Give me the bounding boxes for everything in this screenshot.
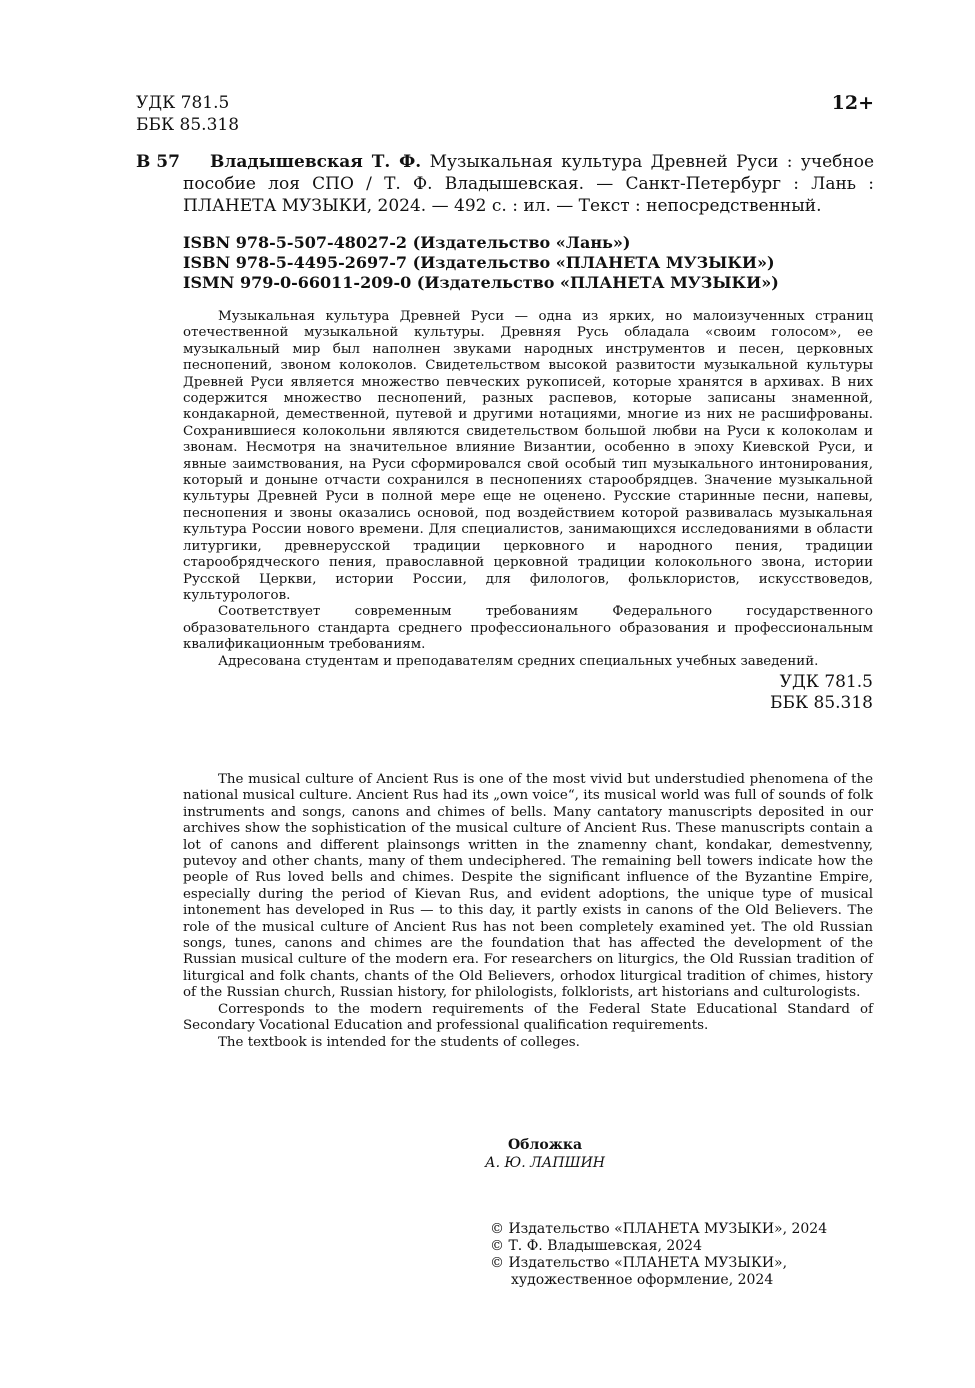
- isbn-lan: ISBN 978-5-507-48027-2 (Издательство «Лань»): [183, 233, 631, 252]
- annotation-paragraph: Corresponds to the modern requirements of the Federal State Educational Standard of Secondary Vocational Education and professional qualification requirements.: [183, 1001, 873, 1034]
- annotation-udk: УДК 781.5: [779, 671, 873, 692]
- classification-block: [136, 92, 239, 136]
- title-details: Музыкальная культура Древней Руси : учебное пособие лоя СПО / Т. Ф. Владышевская. — Санкт-Петербург : Лань : ПЛАНЕТА МУЗЫКИ, 2024. — 492 с. : ил. — Текст : непосредственный.: [183, 152, 875, 216]
- cover-designer: А. Ю. ЛАПШИН: [485, 1155, 605, 1171]
- annotation-bbk: ББК 85.318: [769, 692, 873, 713]
- udk-code: УДК 781.5: [136, 93, 230, 113]
- age-rating: 12+: [831, 92, 874, 114]
- copyright-line: художественное оформление, 2024: [511, 1272, 774, 1288]
- annotation-classification: [183, 672, 873, 714]
- bibliographic-description: [183, 151, 874, 217]
- bbk-code: ББК 85.318: [136, 115, 240, 135]
- cover-credit: [0, 1136, 975, 1172]
- annotation-russian: [183, 309, 873, 714]
- author-code: В 57: [136, 152, 180, 172]
- copyright-line: © Издательство «ПЛАНЕТА МУЗЫКИ»,: [490, 1255, 788, 1271]
- ismn-planeta: ISMN 979-0-66011-209-0 (Издательство «ПЛАНЕТА МУЗЫКИ»): [183, 273, 779, 292]
- copyright-block: [490, 1221, 827, 1289]
- annotation-english: [183, 772, 873, 1051]
- bibliographic-record: [136, 151, 874, 217]
- isbn-planeta: ISBN 978-5-4495-2697-7 (Издательство «ПЛАНЕТА МУЗЫКИ»): [183, 253, 775, 272]
- copyright-line: © Т. Ф. Владышевская, 2024: [490, 1238, 702, 1254]
- annotation-paragraph: The musical culture of Ancient Rus is one of the most vivid but understudied phenomena of the national musical culture. Ancient Rus had its „own voice“, its musical world was full of sounds of folk instruments and songs, canons and chimes of bells. Many cantatory manuscripts deposited in our archives show the sophistication of the musical culture of Ancient Rus. These manuscripts contain a lot of canons and different plainsongs written in the znamenny chant, kondakar, demestvenny, putevoy and other chants, many of them undeciphered. The remaining bell towers indicate how the people of Rus loved bells and chimes. Despite the significant influence of the Byzantine Empire, especially during the period of Kievan Rus, and evident adoptions, the unique type of musical intonement has developed in Rus — to this day, it partly exists in canons of the Old Believers. The role of the musical culture of Ancient Rus has not been completely examined yet. The old Russian songs, tunes, canons and chimes are the foundation that has affected the development of the Russian musical culture of the modern era. For researchers on liturgics, the Old Russian tradition of liturgical and folk chants, chants of the Old Believers, orhodox liturgical tradition of chimes, history of the Russian church, Russian history, for philologists, folklorists, art historians and culturologists.: [183, 772, 873, 1001]
- annotation-paragraph: Музыкальная культура Древней Руси — одна из ярких, но малоизученных страниц отечественной музыкальной культуры. Древняя Русь обладала «своим голосом», ее музыкальный мир был наполнен звуками народных инструментов и песен, церковных песнопений, звоном колоколов. Свидетельством высокой развитости музыкальной культуры Древней Руси является множество певческих рукописей, которые хранятся в архивах. В них содержится множество песнопений, разных распевов, которые записаны знаменной, кондакарной, демественной, путевой и другими нотациями, многие из них не расшифрованы. Сохранившиеся колокольни являются свидетельством большой любви на Руси к колоколам и звонам. Несмотря на значительное влияние Византии, особенно в эпоху Киевской Руси, и явные заимствования, на Руси сформировался свой особый тип музыкального интонирования, который и доныне отчасти сохранился в песнопениях старообрядцев. Значение музыкальной культуры Древней Руси в полной мере еще не оценено. Русские старинные песни, напевы, песнопения и звоны оказались основой, под воздействием которой развивалась музыкальная культура России нового времени. Для специалистов, занимающихся исследованиями в области литургики, древнерусской традиции церковного и народного пения, традиции старообрядческого пения, православной церковной традиции колокольного звона, истории Русской Церкви, истории России, для филологов, фольклористов, искусствоведов, культурологов.: [183, 309, 873, 603]
- annotation-paragraph: The textbook is intended for the students of colleges.: [218, 1034, 580, 1050]
- annotation-paragraph: Адресована студентам и преподавателям средних специальных учебных заведений.: [218, 653, 819, 669]
- annotation-paragraph: Соответствует современным требованиям Федерального государственного образовательного стандарта среднего профессионального образования и профессиональным квалификационным требованиям.: [183, 604, 873, 653]
- copyright-line: © Издательство «ПЛАНЕТА МУЗЫКИ», 2024: [490, 1221, 828, 1237]
- cover-label: Обложка: [507, 1137, 583, 1153]
- author-name: Владышевская Т. Ф.: [210, 152, 422, 172]
- identifier-list: [183, 233, 779, 293]
